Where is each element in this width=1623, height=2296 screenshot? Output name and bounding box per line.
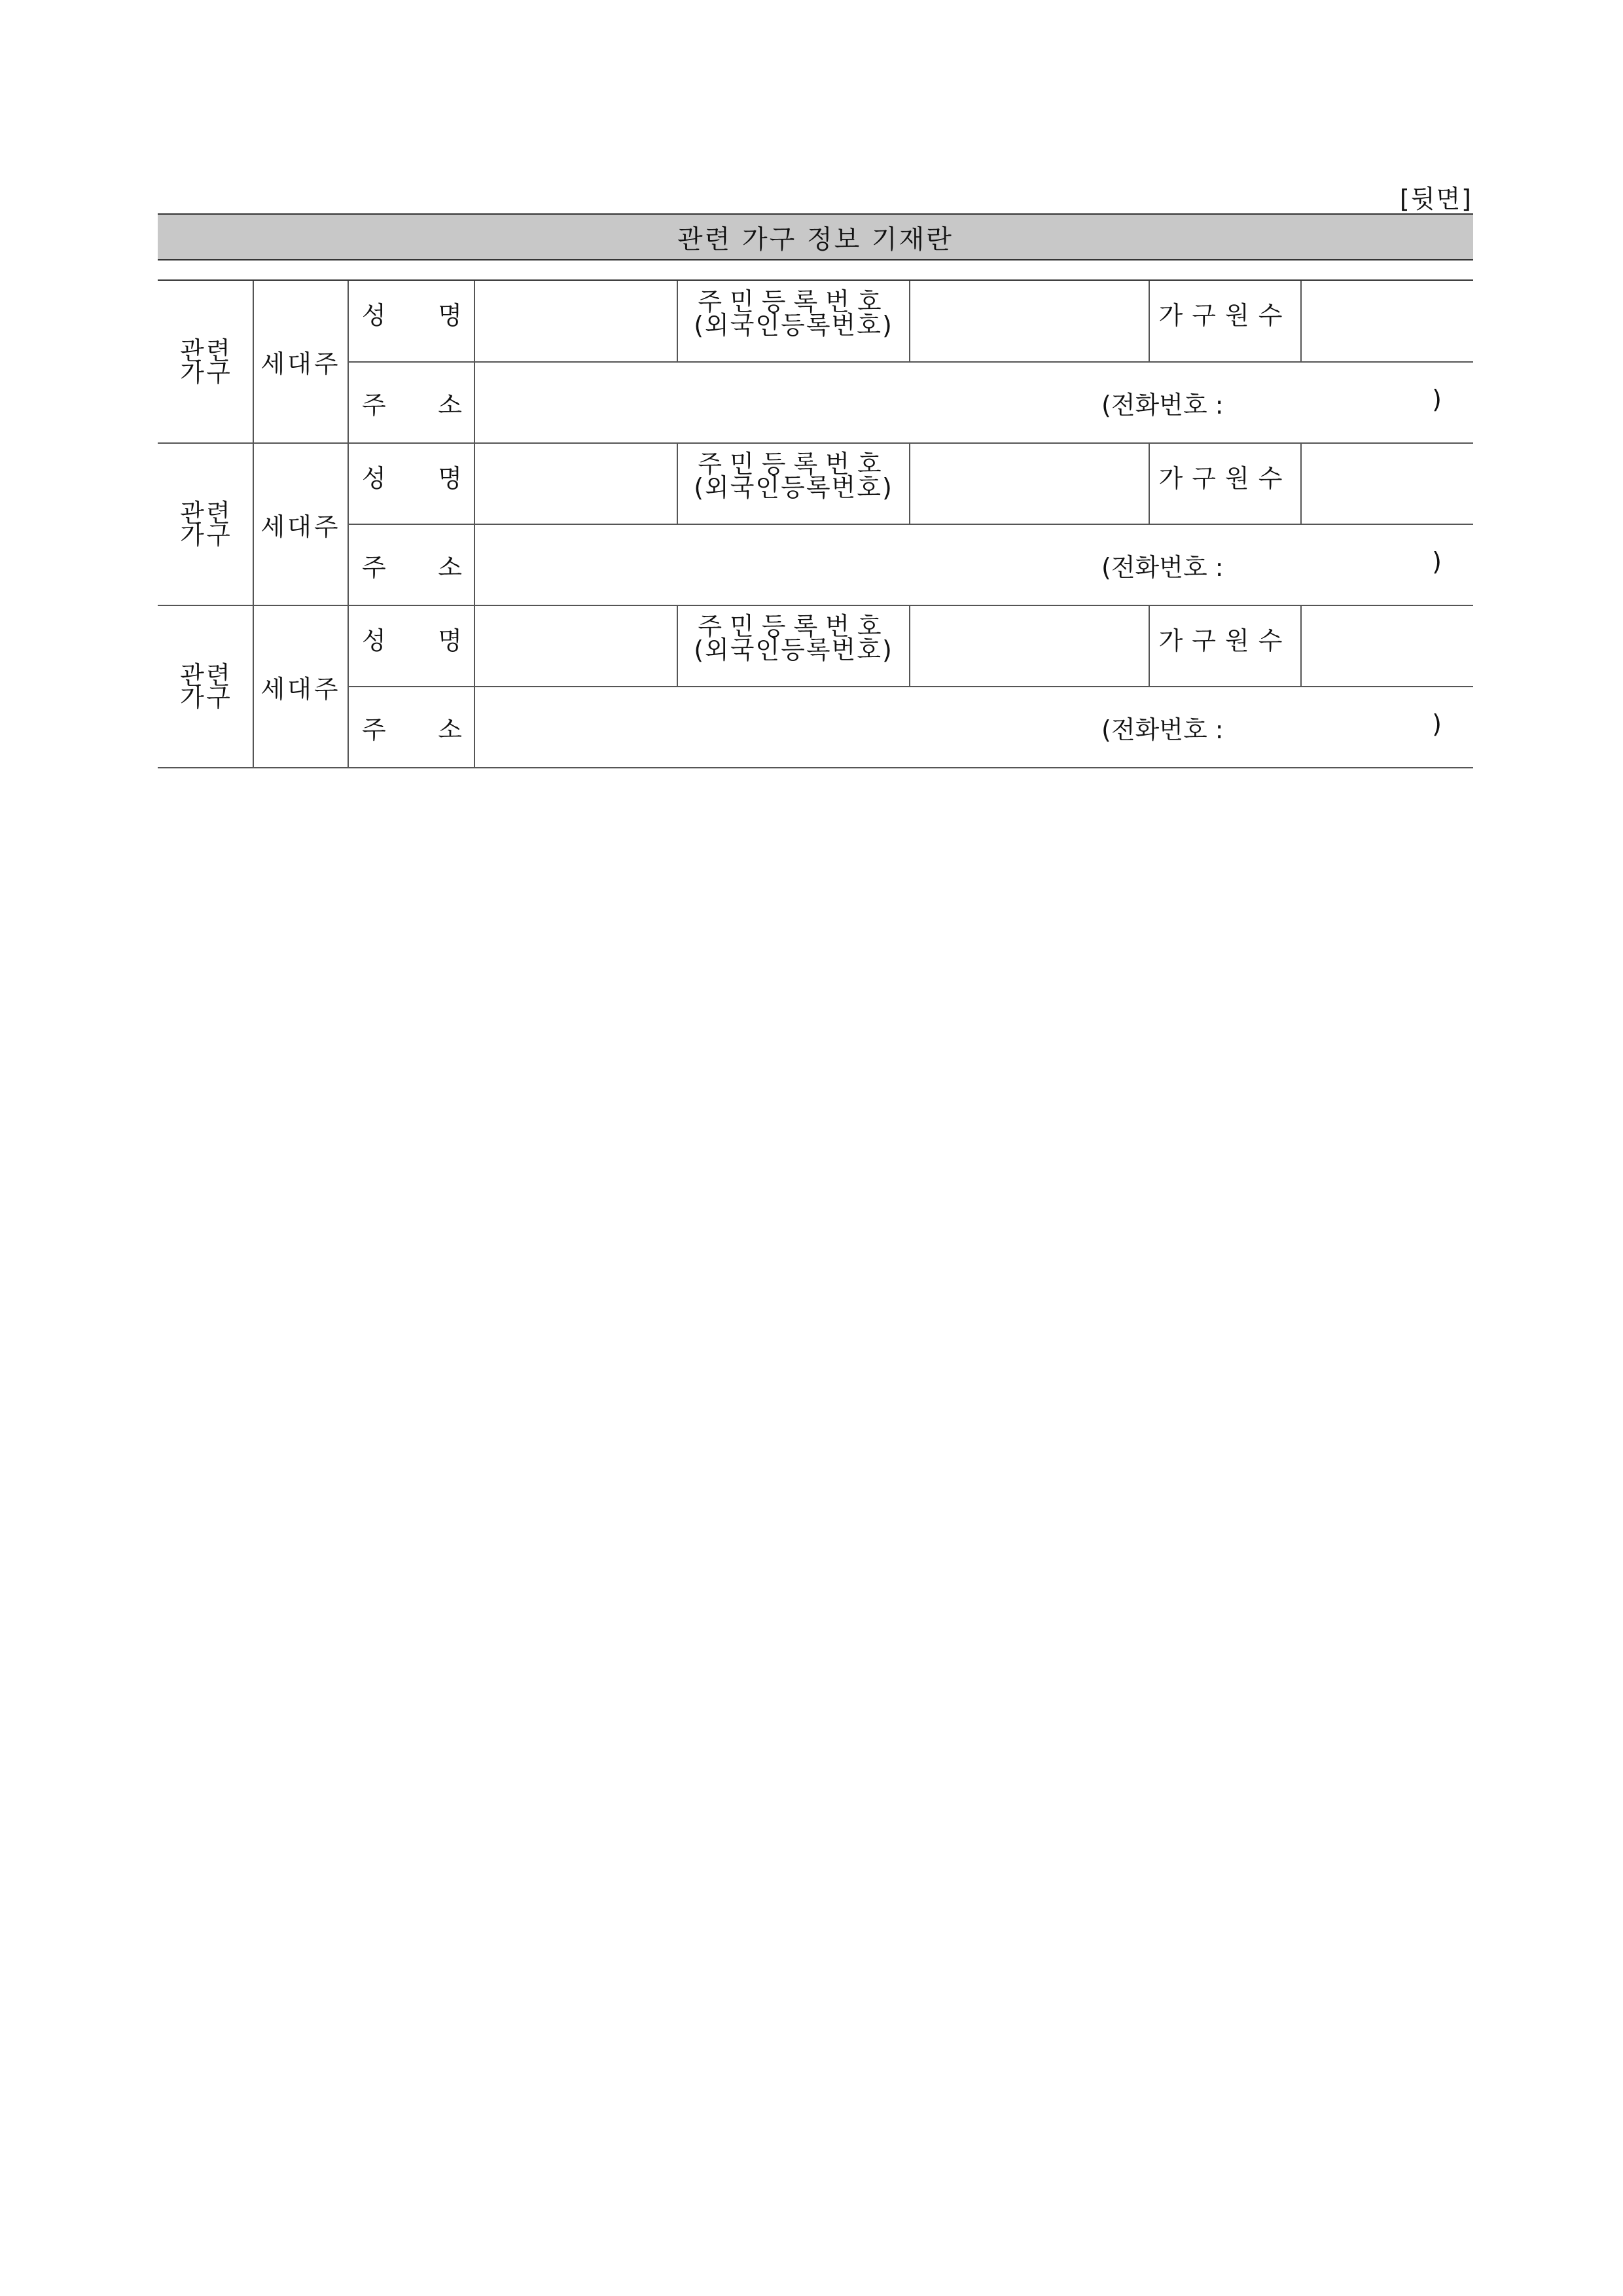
form-title <box>158 213 1473 260</box>
address-field[interactable] <box>474 362 1473 443</box>
resident-number-label: 주민등록번호 (외국인등록번호) <box>677 443 910 524</box>
head-label: 세대주 <box>253 605 348 768</box>
group-char: 구 <box>206 358 230 387</box>
page-label: [뒷면] <box>1399 185 1472 213</box>
resident-number-field[interactable] <box>910 443 1149 524</box>
name-field[interactable] <box>474 443 677 524</box>
group-char: 관 <box>180 499 204 528</box>
household-2-row-b <box>158 524 1473 605</box>
group-char: 구 <box>206 683 230 712</box>
group-char: 구 <box>206 521 230 550</box>
resident-number-label: 주민등록번호 (외국인등록번호) <box>677 281 910 362</box>
phone-field[interactable]: (전화번호 : ) <box>1101 384 1442 420</box>
head-label: 세대주 <box>253 443 348 605</box>
address-label: 주 소 <box>348 362 474 443</box>
household-3-row-b <box>158 687 1473 768</box>
name-label: 성 명 <box>348 605 474 687</box>
name-field[interactable] <box>474 605 677 687</box>
household-members-field[interactable] <box>1301 281 1473 362</box>
household-1-row-a <box>158 281 1473 362</box>
resident-number-field[interactable] <box>910 281 1149 362</box>
household-2-row-a <box>158 443 1473 524</box>
household-members-field[interactable] <box>1301 443 1473 524</box>
name-label: 성 명 <box>348 281 474 362</box>
household-members-label: 가구원수 <box>1149 605 1301 687</box>
address-field[interactable] <box>474 524 1473 605</box>
phone-field[interactable]: (전화번호 : ) <box>1101 709 1442 744</box>
group-label <box>158 605 253 768</box>
group-label <box>158 281 253 443</box>
form-title-text: 관련 가구 정보 기재란 <box>677 224 954 255</box>
group-char: 관 <box>180 336 204 365</box>
household-members-label: 가구원수 <box>1149 443 1301 524</box>
group-char: 련 <box>206 336 230 365</box>
resident-number-label: 주민등록번호 (외국인등록번호) <box>677 605 910 687</box>
group-char: 가 <box>180 521 204 550</box>
household-1-row-b <box>158 362 1473 443</box>
name-label: 성 명 <box>348 443 474 524</box>
household-members-field[interactable] <box>1301 605 1473 687</box>
group-label <box>158 443 253 605</box>
group-char: 련 <box>206 661 230 690</box>
group-char: 관 <box>180 661 204 690</box>
head-label: 세대주 <box>253 281 348 443</box>
household-members-label: 가구원수 <box>1149 281 1301 362</box>
household-3-row-a <box>158 605 1473 687</box>
resident-number-field[interactable] <box>910 605 1149 687</box>
address-label: 주 소 <box>348 524 474 605</box>
group-char: 가 <box>180 683 204 712</box>
household-table <box>158 281 1473 768</box>
group-char: 가 <box>180 358 204 387</box>
name-field[interactable] <box>474 281 677 362</box>
phone-field[interactable]: (전화번호 : ) <box>1101 547 1442 582</box>
group-char: 련 <box>206 499 230 528</box>
address-field[interactable] <box>474 687 1473 768</box>
address-label: 주 소 <box>348 687 474 768</box>
